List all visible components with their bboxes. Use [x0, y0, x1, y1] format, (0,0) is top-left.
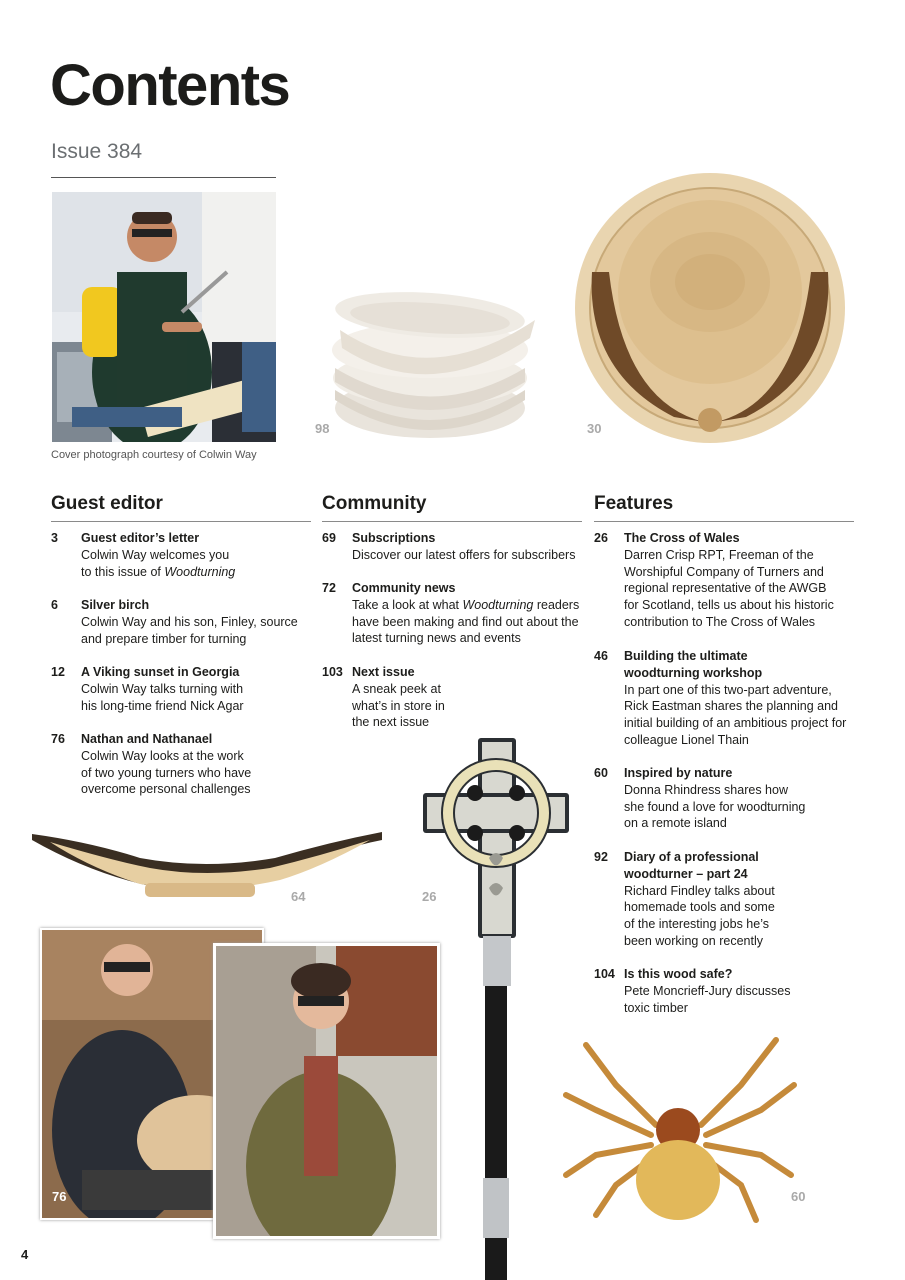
- spider-sculpture-photo: [556, 1025, 801, 1225]
- toc-entry-description: Discover our latest offers for subscribers: [352, 547, 576, 562]
- page-ref-young-turners: 76: [52, 1189, 67, 1204]
- toc-entry-heading: Diary of a professional woodturner – part 24: [624, 850, 759, 881]
- toc-entry-description-cont: readers have been making and find out about the latest turning news and events: [352, 597, 580, 646]
- section-rule-community: [322, 521, 582, 522]
- toc-entry-page: 26: [594, 531, 608, 545]
- toc-entry-page: 60: [594, 766, 608, 780]
- toc-entry-page: 69: [322, 531, 336, 545]
- page-title: Contents: [50, 53, 290, 118]
- toc-entry-heading: Subscriptions: [352, 531, 436, 545]
- toc-entry-description: In part one of this two-part adventure, Rick Eastman shares the planning and initial building of an ambitious project for colleague Lionel Thain: [624, 682, 847, 747]
- young-turner-photo-2: [213, 943, 440, 1239]
- toc-entry-page: 103: [322, 665, 343, 679]
- toc-entry-description: Donna Rhindress shares how she found a love for woodturning on a remote island: [624, 782, 806, 831]
- magazine-name: Woodturning: [462, 597, 534, 612]
- toc-entry-page: 6: [51, 598, 58, 612]
- toc-entry-description: Darren Crisp RPT, Freeman of the Worshipful Company of Turners and regional representative of the AWGB for Scotland, tells us about his historic contribution to The Cross of Wales: [624, 547, 834, 629]
- toc-entry-description: Richard Findley talks about homemade tools and some of the interesting jobs he’s been working on recently: [624, 883, 775, 948]
- toc-entry-page: 72: [322, 581, 336, 595]
- cover-photo: [52, 192, 276, 442]
- toc-entry-heading: Community news: [352, 581, 456, 595]
- section-title-features: Features: [594, 493, 674, 514]
- magazine-name: Woodturning: [164, 564, 236, 579]
- celtic-cross-photo: [423, 738, 569, 1280]
- toc-entry-heading: Silver birch: [81, 598, 150, 612]
- toc-entry-heading: Nathan and Nathanael: [81, 732, 213, 746]
- page-ref-bowls: 98: [315, 421, 330, 436]
- toc-entry-heading: Is this wood safe?: [624, 967, 733, 981]
- cover-caption: Cover photograph courtesy of Colwin Way: [51, 449, 257, 461]
- toc-entry-heading: A Viking sunset in Georgia: [81, 665, 240, 679]
- page-ref-platter: 30: [587, 421, 602, 436]
- toc-entry-page: 76: [51, 732, 65, 746]
- section-title-guest-editor: Guest editor: [51, 493, 163, 514]
- toc-entry-page: 3: [51, 531, 58, 545]
- toc-entry-description: A sneak peek at what’s in store in the next issue: [352, 681, 445, 730]
- section-rule-guest-editor: [51, 521, 311, 522]
- toc-entry-page: 104: [594, 967, 615, 981]
- toc-entry-description: Colwin Way and his son, Finley, source and prepare timber for turning: [81, 614, 298, 646]
- toc-entry-page: 12: [51, 665, 65, 679]
- page-ref-celtic-cross: 26: [422, 889, 437, 904]
- toc-entry-page: 92: [594, 850, 608, 864]
- section-title-community: Community: [322, 493, 427, 514]
- toc-entry-description: Take a look at what: [352, 597, 463, 612]
- issue-number: Issue 384: [51, 140, 143, 163]
- page-number: 4: [21, 1247, 29, 1262]
- toc-entry-heading: Guest editor’s letter: [81, 531, 200, 545]
- toc-entry-description: Colwin Way welcomes you to this issue of: [81, 547, 230, 579]
- natural-edge-bowl-photo: [30, 828, 385, 900]
- bowls-photo: [330, 290, 540, 445]
- toc-entry-heading: Building the ultimate woodturning workshop: [624, 649, 763, 680]
- toc-entry-heading: Inspired by nature: [624, 766, 733, 780]
- title-divider: [51, 177, 276, 178]
- toc-entry-heading: The Cross of Wales: [624, 531, 740, 545]
- toc-entry-description: Colwin Way looks at the work of two young turners who have overcome personal challenges: [81, 748, 252, 797]
- page-ref-natural-edge-bowl: 64: [291, 889, 306, 904]
- toc-entry-heading: Next issue: [352, 665, 415, 679]
- toc-entry-page: 46: [594, 649, 608, 663]
- platter-photo: [574, 172, 846, 444]
- toc-entry-description: Colwin Way talks turning with his long-time friend Nick Agar: [81, 681, 244, 713]
- section-rule-features: [594, 521, 854, 522]
- toc-entry-description: Pete Moncrieff-Jury discusses toxic timber: [624, 983, 791, 1015]
- page-ref-spider: 60: [791, 1189, 806, 1204]
